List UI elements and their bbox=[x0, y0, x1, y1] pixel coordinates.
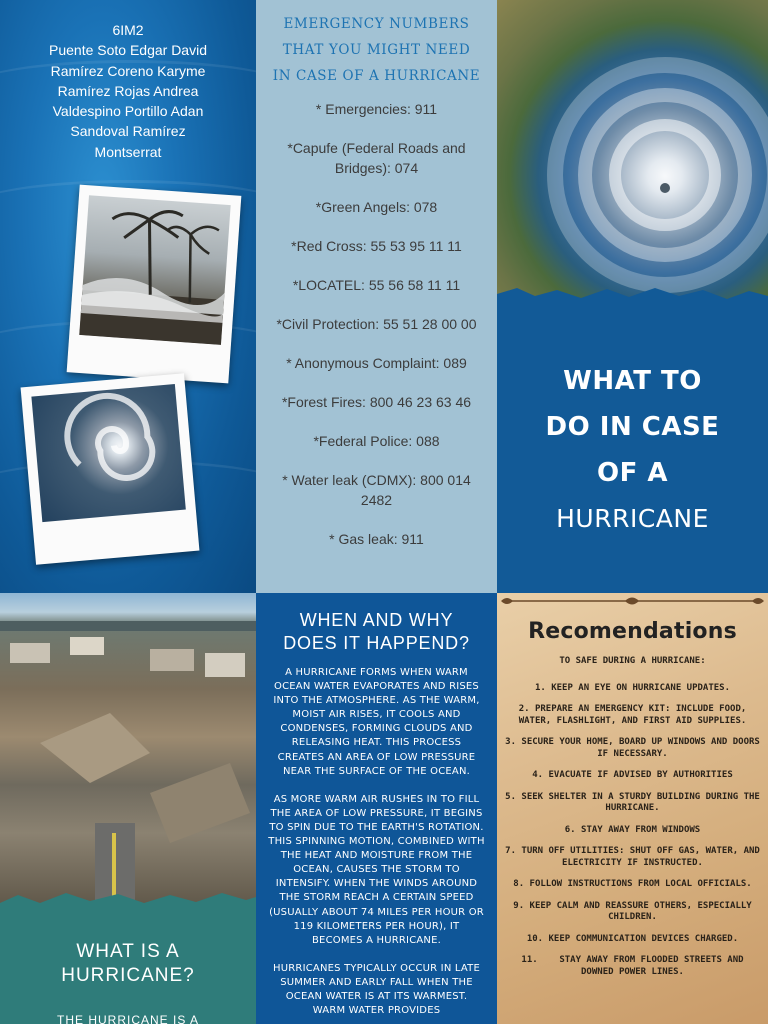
emergency-number-list bbox=[256, 99, 497, 549]
emergency-number-item: * Gas leak: 911 bbox=[329, 531, 424, 547]
recommendation-item: 3. SECURE YOUR HOME, BOARD UP WINDOWS AND DOORS IF NECESSARY. bbox=[505, 737, 760, 759]
emergency-number-item: * Water leak (CDMX): 800 014 2482 bbox=[282, 472, 471, 508]
satellite-hurricane-photo bbox=[31, 384, 185, 522]
satellite-photo-polaroid bbox=[21, 373, 200, 565]
group-label: 6IM2 bbox=[112, 22, 144, 38]
when-why-heading bbox=[260, 609, 493, 655]
emergency-number-item: * Emergencies: 911 bbox=[315, 101, 438, 117]
storm-palm-photo bbox=[79, 195, 230, 345]
ocean-team-panel bbox=[0, 0, 256, 593]
heading-line: THAT YOU MIGHT NEED bbox=[282, 42, 471, 58]
ornamental-border bbox=[501, 595, 764, 607]
team-credits bbox=[0, 20, 256, 162]
recommendation-item: 11. STAY AWAY FROM FLOODED STREETS AND DOWNED POWER LINES. bbox=[521, 955, 749, 977]
heading-line: IN CASE OF A HURRICANE bbox=[272, 68, 481, 84]
emergency-number-item: *Civil Protection: 55 51 28 00 00 bbox=[276, 316, 477, 332]
recommendation-item: 2. PREPARE AN EMERGENCY KIT: INCLUDE FOOD, WATER, FLASHLIGHT, AND FIRST AID SUPPLIES. bbox=[518, 704, 747, 726]
emergency-number-item: * Anonymous Complaint: 089 bbox=[286, 355, 467, 371]
recommendation-item: 4. EVACUATE IF ADVISED BY AUTHORITIES bbox=[532, 770, 733, 780]
emergency-number-item: *Forest Fires: 800 46 23 63 46 bbox=[281, 394, 472, 410]
title-line: DO IN CASE bbox=[545, 412, 720, 442]
heading-line: WHAT IS A bbox=[76, 941, 180, 962]
recommendations-panel bbox=[497, 593, 768, 1024]
heading-line: DOES IT HAPPEND? bbox=[283, 633, 470, 653]
team-member: Sandoval Ramírez Montserrat bbox=[70, 123, 186, 160]
palm-trees-illustration bbox=[79, 195, 230, 345]
what-is-text: THE HURRICANE IS A bbox=[56, 1013, 200, 1024]
recommendation-item: 9. KEEP CALM AND REASSURE OTHERS, ESPECIALLY CHILDREN. bbox=[513, 900, 752, 922]
emergency-number-item: *Red Cross: 55 53 95 11 11 bbox=[291, 238, 462, 254]
emergency-numbers-heading bbox=[262, 11, 491, 89]
recommendation-item: 5. SEEK SHELTER IN A STURDY BUILDING DURING THE HURRICANE. bbox=[505, 791, 760, 813]
recommendation-item: 1. KEEP AN EYE ON HURRICANE UPDATES. bbox=[534, 682, 731, 693]
heading-line: HURRICANE? bbox=[61, 965, 195, 986]
storm-photo-polaroid bbox=[67, 185, 242, 384]
emergency-number-item: *Green Angels: 078 bbox=[315, 199, 438, 215]
emergency-numbers-panel bbox=[256, 0, 497, 593]
hurricane-satellite-photo bbox=[497, 0, 768, 320]
heading-line: EMERGENCY NUMBERS bbox=[283, 16, 470, 32]
emergency-number-item: *LOCATEL: 55 56 58 11 11 bbox=[292, 277, 461, 293]
title-line: HURRICANE bbox=[556, 504, 709, 533]
recommendations-heading: Recomendations bbox=[528, 619, 737, 644]
recommendation-item: 7. TURN OFF UTILITIES: SHUT OFF GAS, WATER, AND ELECTRICITY IF INSTRUCTED. bbox=[505, 846, 760, 868]
when-why-paragraph: A HURRICANE FORMS WHEN WARM OCEAN WATER EVAPORATES AND RISES INTO THE ATMOSPHERE. AS THE WARM, MOIST AIR RISES, IT COOLS AND CONDENSES, FORMING CLOUDS AND RELEASING HEAT. THIS PROCESS CREATES AN AREA OF LOW PRESSURE NEAR THE SURFACE OF THE OCEAN. bbox=[273, 667, 480, 777]
recommendation-item: 8. FOLLOW INSTRUCTIONS FROM LOCAL OFFICIALS. bbox=[513, 879, 752, 889]
team-member: Ramírez Coreno Karyme bbox=[50, 62, 206, 79]
what-is-heading bbox=[0, 940, 256, 988]
torn-paper-edge bbox=[497, 284, 768, 334]
recommendations-intro: TO SAFE DURING A HURRICANE: bbox=[559, 656, 706, 666]
what-is-panel bbox=[0, 593, 256, 1024]
team-member: Ramírez Rojas Andrea bbox=[57, 82, 199, 99]
when-why-paragraph: HURRICANES TYPICALLY OCCUR IN LATE SUMMER AND EARLY FALL WHEN THE OCEAN WATER IS AT ITS WARMEST. WARM WATER PROVIDES bbox=[273, 962, 480, 1017]
cyclone-spiral-illustration bbox=[31, 384, 185, 522]
brochure-title-panel bbox=[497, 0, 768, 593]
recommendations-list bbox=[505, 656, 760, 988]
team-member: Puente Soto Edgar David bbox=[49, 42, 207, 59]
when-why-panel bbox=[256, 593, 497, 1024]
heading-line: WHEN AND WHY bbox=[299, 610, 454, 630]
recommendation-item: 10. KEEP COMMUNICATION DEVICES CHARGED. bbox=[526, 933, 739, 944]
debris-illustration bbox=[0, 593, 256, 913]
hurricane-damage-photo bbox=[0, 593, 256, 913]
brochure-title bbox=[497, 358, 768, 542]
team-member: Valdespino Portillo Adan bbox=[52, 103, 204, 120]
recommendation-item: 6. STAY AWAY FROM WINDOWS bbox=[564, 824, 701, 835]
emergency-number-item: *Capufe (Federal Roads and Bridges): 074 bbox=[287, 140, 466, 176]
emergency-number-item: *Federal Police: 088 bbox=[313, 433, 440, 449]
when-why-paragraph: AS MORE WARM AIR RUSHES IN TO FILL THE AREA OF LOW PRESSURE, IT BEGINS TO SPIN DUE TO THE EARTH'S ROTATION. THIS SPINNING MOTION, COMBINED WITH THE HEAT AND MOISTURE FROM THE OCEAN, CAUSES THE STORM TO INTENSIFY. WHEN THE WINDS AROUND THE STORM REACH A CERTAIN SPEED (USUALLY ABOUT 74 MILES PER HOUR OR 119 KILOMETERS PER HOUR), IT BECOMES A HURRICANE. bbox=[268, 793, 485, 946]
title-line: OF A bbox=[596, 458, 669, 488]
hurricane-eye-illustration bbox=[497, 0, 768, 320]
title-line: WHAT TO bbox=[563, 366, 702, 396]
